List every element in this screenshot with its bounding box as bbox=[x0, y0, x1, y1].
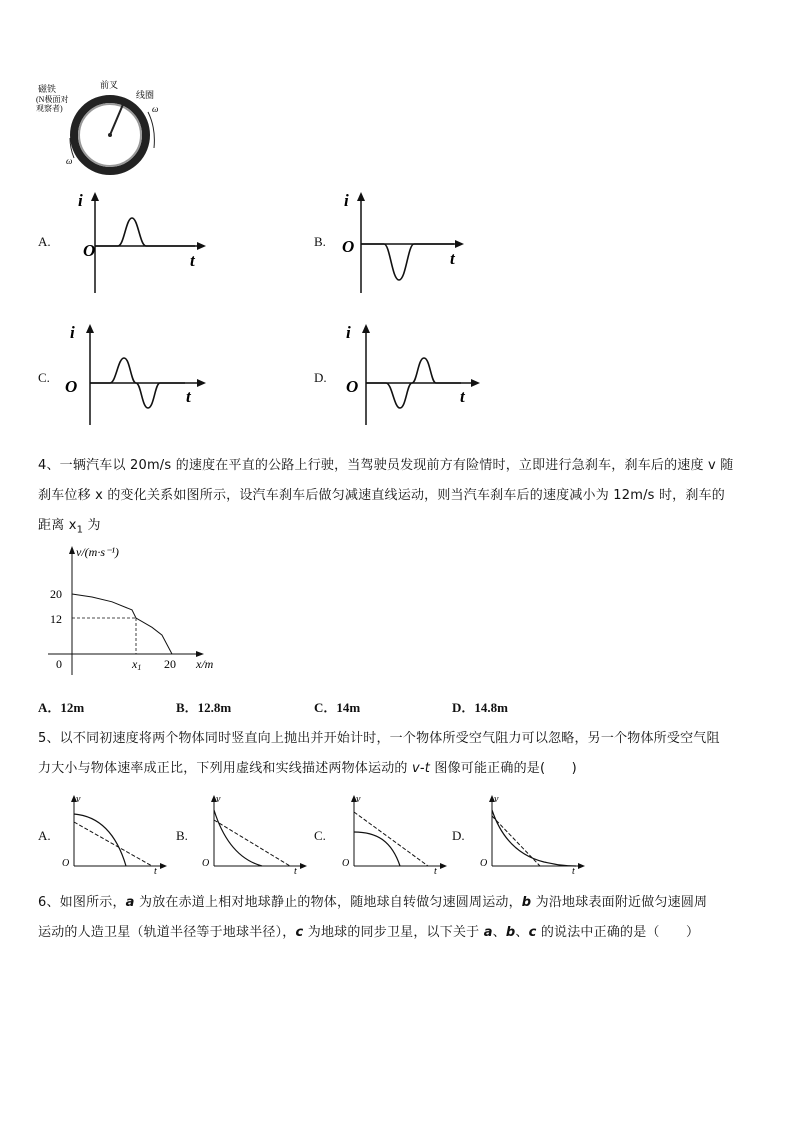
q5-line-1: 5、以不同初速度将两个物体同时竖直向上抛出并开始计时，一个物体所受空气阻力可以忽略，另一个物体所受空气阻 bbox=[38, 731, 720, 746]
q4-y-tick-20: 20 bbox=[50, 587, 62, 601]
q4-option-a[interactable]: A．12m bbox=[38, 700, 85, 715]
q5-option-c-label[interactable]: C. bbox=[314, 828, 326, 843]
dashed-line bbox=[74, 822, 152, 866]
dashed-line bbox=[354, 812, 428, 866]
q5-question bbox=[38, 724, 758, 784]
q3-graph-c bbox=[60, 320, 210, 430]
q4-origin-label: 0 bbox=[56, 657, 62, 671]
solid-curve bbox=[354, 832, 400, 866]
q5-option-d-label[interactable]: D. bbox=[452, 828, 465, 843]
label-omega-right: ω bbox=[152, 104, 159, 114]
q4-x-axis-label: x/m bbox=[196, 657, 214, 671]
q6-line-2: 运动的人造卫星（轨道半径等于地球半径），c 为地球的同步卫星，以下关于 a、b、c 的说法中正确的是（ ） bbox=[38, 925, 700, 940]
q3-graph-b bbox=[336, 188, 476, 298]
q5-option-b-label[interactable]: B. bbox=[176, 828, 188, 843]
origin-label: O bbox=[65, 377, 78, 396]
origin-label: O bbox=[202, 858, 210, 869]
origin-label: O bbox=[62, 858, 70, 869]
origin-label: O bbox=[342, 858, 350, 869]
solid-curve bbox=[74, 814, 126, 866]
q4-question bbox=[38, 451, 758, 546]
q4-option-b[interactable]: B．12.8m bbox=[176, 700, 232, 715]
q3-option-b-label[interactable]: B. bbox=[314, 234, 326, 249]
y-axis-label: v bbox=[356, 794, 361, 805]
q4-y-tick-12: 12 bbox=[50, 612, 62, 626]
y-axis-label: i bbox=[344, 191, 349, 210]
x-axis-label: t bbox=[190, 251, 195, 270]
q4-y-axis-label: v/(m·s⁻¹) bbox=[76, 545, 119, 559]
origin-label: O bbox=[346, 377, 359, 396]
dashed-line bbox=[214, 820, 290, 866]
origin-label: O bbox=[342, 237, 355, 256]
current-curve bbox=[361, 244, 454, 280]
q5-line-2: 力大小与物体速率成正比，下列用虚线和实线描述两物体运动的 v-t 图像可能正确的是( ) bbox=[38, 761, 577, 776]
label-coil: 线圈 bbox=[136, 90, 155, 100]
x-axis-label: t bbox=[450, 249, 455, 268]
x-axis-label: t bbox=[460, 387, 465, 406]
x-axis-label: t bbox=[294, 866, 297, 874]
fork-line bbox=[110, 102, 124, 135]
x-axis-label: t bbox=[572, 866, 575, 874]
q5-graph-a bbox=[58, 792, 168, 874]
current-curve bbox=[366, 358, 461, 408]
q4-x-tick-20: 20 bbox=[164, 657, 176, 671]
q4-option-d[interactable]: D．14.8m bbox=[452, 700, 508, 715]
label-omega-left: ω bbox=[66, 156, 73, 166]
y-axis-label: v bbox=[216, 794, 221, 805]
y-axis-label: i bbox=[346, 323, 351, 342]
x-axis-label: t bbox=[186, 387, 191, 406]
wheel-figure bbox=[36, 78, 166, 178]
q4-velocity-graph bbox=[38, 540, 238, 680]
q3-option-c-label[interactable]: C. bbox=[38, 370, 50, 385]
label-magnet: 磁铁 bbox=[38, 84, 57, 94]
solid-curve bbox=[214, 810, 262, 866]
q4-line-3: 距离 $x_1$ 为 bbox=[38, 518, 101, 536]
label-magnet-note-2: 观察者) bbox=[36, 104, 63, 113]
y-axis-label: i bbox=[70, 323, 75, 342]
q6-question bbox=[38, 888, 758, 948]
q4-line-1: 4、一辆汽车以 20m/s 的速度在平直的公路上行驶，当驾驶员发现前方有险情时，立即进行急刹车，刹车后的速度 v 随 bbox=[38, 458, 734, 473]
q3-graph-a bbox=[70, 188, 210, 298]
q4-line-2: 刹车位移 x 的变化关系如图所示，设汽车刹车后做匀减速直线运动，则当汽车刹车后的速度减小为 12m/s 时，刹车的 bbox=[38, 488, 725, 503]
origin-label: O bbox=[83, 241, 96, 260]
q5-graph-c bbox=[338, 792, 448, 874]
current-curve bbox=[95, 218, 195, 246]
y-axis-label: v bbox=[76, 794, 81, 805]
q4-option-c[interactable]: C．14m bbox=[314, 700, 361, 715]
label-magnet-note-1: (N极面对 bbox=[36, 95, 69, 104]
velocity-curve bbox=[72, 594, 172, 654]
q5-graph-b bbox=[198, 792, 308, 874]
label-fork: 前叉 bbox=[100, 80, 119, 90]
q4-x-tick-x1: x1 bbox=[132, 657, 142, 672]
x-axis-label: t bbox=[154, 866, 157, 874]
y-axis-label: i bbox=[78, 191, 83, 210]
q3-graph-d bbox=[336, 320, 486, 430]
origin-label: O bbox=[480, 858, 488, 869]
q5-graph-d bbox=[476, 792, 586, 874]
q3-option-d-label[interactable]: D. bbox=[314, 370, 327, 385]
solid-curve bbox=[492, 810, 576, 866]
current-curve bbox=[90, 358, 185, 408]
x-axis-label: t bbox=[434, 866, 437, 874]
q3-option-a-label[interactable]: A. bbox=[38, 234, 51, 249]
y-axis-label: v bbox=[494, 794, 499, 805]
q5-option-a-label[interactable]: A. bbox=[38, 828, 51, 843]
q6-line-1: 6、如图所示，a 为放在赤道上相对地球静止的物体，随地球自转做匀速圆周运动，b 为沿地球表面附近做匀速圆周 bbox=[38, 895, 708, 910]
hub bbox=[108, 133, 112, 137]
